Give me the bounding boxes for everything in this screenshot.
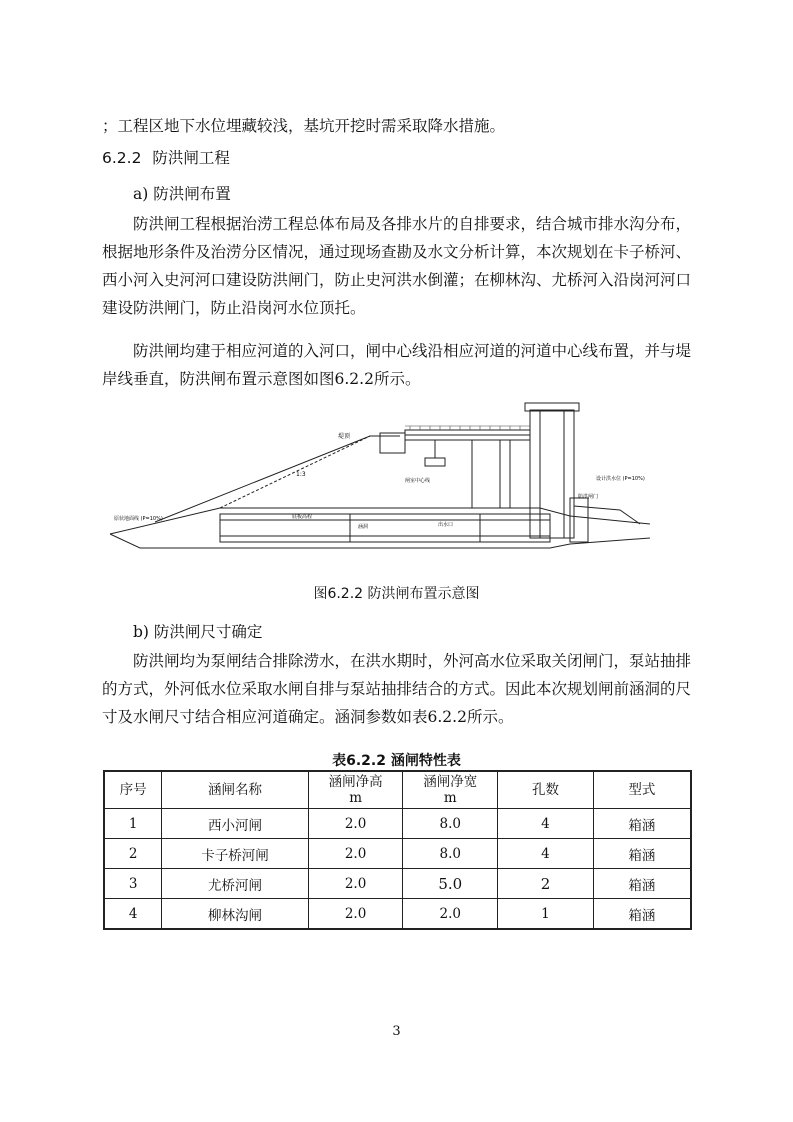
gate-label: 防洪闸门 xyxy=(578,494,599,500)
cell-width: 8.0 xyxy=(403,809,498,839)
cell-name: 柳林沟闸 xyxy=(162,899,308,930)
cell-type: 箱涵 xyxy=(593,869,691,899)
cell-no: 2 xyxy=(104,839,162,869)
floodgate-layout-figure xyxy=(100,398,660,570)
continuation-line: ；工程区地下水位埋藏较浅，基坑开挖时需采取降水措施。 xyxy=(102,117,506,135)
cell-name: 卡子桥河闸 xyxy=(162,839,308,869)
cell-holes: 2 xyxy=(498,869,594,899)
cell-no: 1 xyxy=(104,809,162,839)
table-row xyxy=(104,809,691,839)
right-waterlevel-label: 设计洪水位 (P=10%) xyxy=(596,476,645,482)
part-b-paragraph: 防洪闸均为泵闸结合排除涝水，在洪水期时，外河高水位采取关闭闸门，泵站抽排的方式，外河低水位采取水闸自排与泵站抽排结合的方式。因此本次规划闸前涵洞的尺寸及水闸尺寸结合相应河道确定。涵洞参数如表6.2.2所示。 xyxy=(102,652,692,726)
table-row xyxy=(104,839,691,869)
cell-height: 2.0 xyxy=(308,839,403,869)
table-caption: 表6.2.2 涵闸特性表 xyxy=(332,753,461,769)
cell-holes: 4 xyxy=(498,809,594,839)
cell-width: 8.0 xyxy=(403,839,498,869)
outlet-label: 出水口 xyxy=(438,522,454,528)
dike-label: 堤顶 xyxy=(338,433,351,440)
cell-height: 2.0 xyxy=(308,899,403,930)
part-b-title: b) 防洪闸尺寸确定 xyxy=(133,623,263,641)
header-height-label: 涵闸净高 xyxy=(328,774,383,790)
left-waterlevel-label: 原状地面线 (P=10%) xyxy=(114,516,163,522)
header-name: 涵闸名称 xyxy=(162,771,308,809)
cell-width: 5.0 xyxy=(403,869,498,899)
section-number: 6.2.2 xyxy=(102,149,142,167)
header-height-unit: m xyxy=(349,790,362,806)
cell-height: 2.0 xyxy=(308,869,403,899)
table-header-row xyxy=(104,771,691,809)
header-width xyxy=(403,771,498,809)
sill-label: 底板高程 xyxy=(292,514,313,520)
header-type: 型式 xyxy=(593,771,691,809)
cell-height: 2.0 xyxy=(308,809,403,839)
header-width-label: 涵闸净宽 xyxy=(423,774,478,790)
header-height xyxy=(308,771,403,809)
cell-type: 箱涵 xyxy=(593,809,691,839)
part-a-paragraph-2: 防洪闸均建于相应河道的入河口，闸中心线沿相应河道的河道中心线布置，并与堤岸线垂直，防洪闸布置示意图如图6.2.2所示。 xyxy=(102,342,692,388)
section-title: 防洪闸工程 xyxy=(152,149,230,167)
cell-holes: 4 xyxy=(498,839,594,869)
slope-label: 1:3 xyxy=(296,471,306,478)
table-row xyxy=(104,869,691,899)
cell-no: 4 xyxy=(104,899,162,930)
part-a-title: a) 防洪闸布置 xyxy=(133,185,231,203)
section-heading xyxy=(102,146,230,168)
part-a-paragraph-1: 防洪闸工程根据治涝工程总体布局及各排水片的自排要求，结合城市排水沟分布，根据地形条件及治涝分区情况，通过现场查勘及水文分析计算，本次规划在卡子桥河、西小河入史河河口建设防洪闸门，防止史河洪水倒灌；在柳林沟、尤桥河入沿岗河河口建设防洪闸门，防止沿岗河水位顶托。 xyxy=(102,215,692,317)
header-holes: 孔数 xyxy=(498,771,594,809)
figure-caption: 图6.2.2 防洪闸布置示意图 xyxy=(313,586,480,602)
cell-no: 3 xyxy=(104,869,162,899)
cell-name: 西小河闸 xyxy=(162,809,308,839)
cell-width: 2.0 xyxy=(403,899,498,930)
culvert-label: 涵洞 xyxy=(358,524,369,530)
cell-name: 尤桥河闸 xyxy=(162,869,308,899)
header-width-unit: m xyxy=(443,790,457,806)
table-row xyxy=(104,899,691,930)
gate-centerline-label: 闸室中心线 xyxy=(405,478,431,484)
cell-holes: 1 xyxy=(498,899,594,930)
page-number: 3 xyxy=(392,1024,401,1039)
cell-type: 箱涵 xyxy=(593,839,691,869)
header-no: 序号 xyxy=(104,771,162,809)
cell-type: 箱涵 xyxy=(593,899,691,930)
gate-characteristics-table xyxy=(103,770,692,930)
